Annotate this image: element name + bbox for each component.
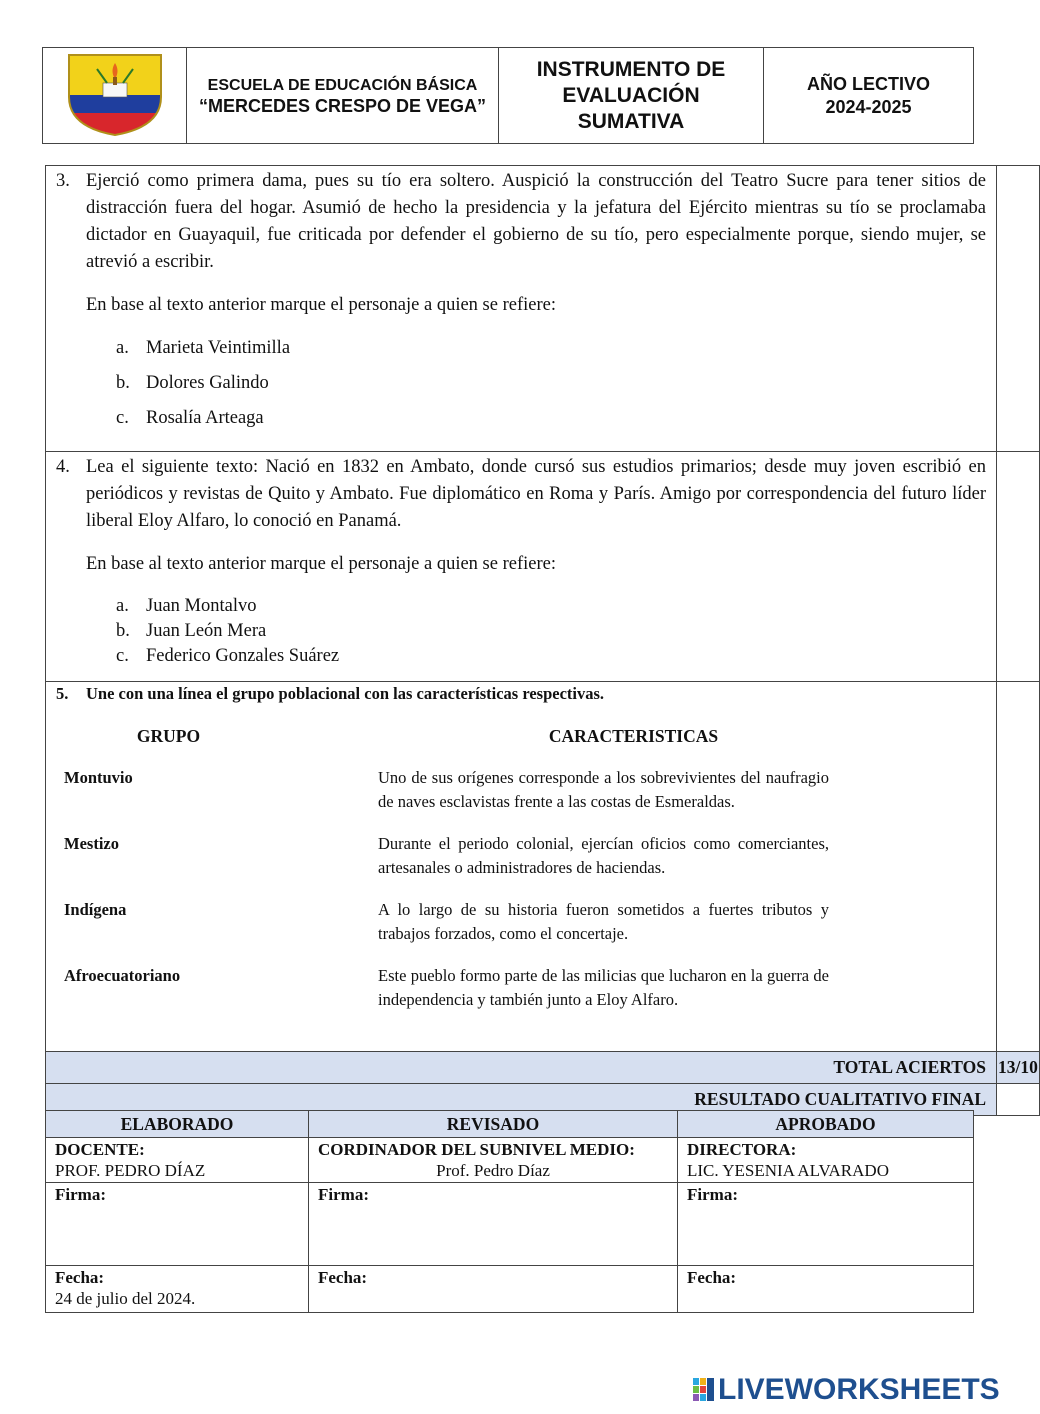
question-number: 4. (56, 457, 70, 477)
answer-option[interactable] (116, 619, 986, 644)
logo-cell (43, 48, 187, 144)
group-name[interactable]: Afroecuatoriano (64, 966, 181, 985)
question-5-content (46, 682, 997, 1052)
option-letter: a. (116, 338, 129, 358)
match-row (56, 832, 986, 880)
group-characteristic[interactable]: Durante el periodo colonial, ejercían oficios como comerciantes, artesanales o administradores de haciendas. (378, 834, 829, 877)
option-text: Federico Gonzales Suárez (146, 646, 340, 666)
group-characteristic[interactable]: Este pueblo formo parte de las milicias que lucharon en la guerra de independencia y también junto a Eloy Alfaro. (378, 966, 829, 1009)
group-characteristic[interactable]: A lo largo de su historia fueron sometidos a fuertes tributos y trabajos forzados, como el concertaje. (378, 900, 829, 943)
school-year-cell (764, 48, 974, 144)
instrument-title-line1: INSTRUMENTO DE (536, 57, 726, 81)
fecha-coordinator[interactable]: Fecha: (309, 1266, 678, 1313)
question-4-row (46, 452, 1040, 682)
question-3-score-cell (997, 166, 1040, 452)
coordinator-name: Prof. Pedro Díaz (436, 1161, 550, 1180)
option-letter: b. (116, 621, 130, 641)
group-characteristic[interactable]: Uno de sus orígenes corresponde a los sobrevivientes del naufragio de naves esclavistas frente a las costas de Esmeraldas. (378, 768, 829, 811)
option-letter: c. (116, 646, 129, 666)
director-role: DIRECTORA: (687, 1140, 797, 1159)
question-number: 5. (56, 684, 69, 703)
header-table (42, 47, 974, 144)
match-row (56, 898, 986, 946)
question-text: Lea el siguiente texto: Nació en 1832 en Ambato, donde cursó sus estudios primarios; desde muy joven escribió en periódicos y revistas de Quito y Ambato. Fue diplomático en Roma y París. Amigo por correspondencia del futuro líder liberal Eloy Alfaro, lo conoció en Panamá. (86, 457, 986, 531)
signatures-table (45, 1110, 974, 1313)
question-3-content (46, 166, 997, 452)
firma-docente[interactable]: Firma: (46, 1183, 309, 1266)
school-name-line2: “MERCEDES CRESPO DE VEGA” (198, 95, 487, 116)
option-text: Juan León Mera (146, 621, 267, 641)
option-text: Rosalía Arteaga (146, 408, 264, 428)
question-number: 3. (56, 171, 70, 191)
instrument-title-line2: EVALUACIÓN (562, 83, 700, 107)
question-5-row (46, 682, 1040, 1052)
answer-option[interactable] (116, 335, 986, 362)
school-name-cell (187, 48, 499, 144)
coordinator-role: CORDINADOR DEL SUBNIVEL MEDIO: (318, 1140, 635, 1159)
question-text: Ejerció como primera dama, pues su tío era soltero. Auspició la construcción del Teatro Sucre para tener sitios de distracción fuera del hogar. Asumió de hecho la presidencia y la jefatura del Ejército mientras su tío se proclamaba dictador en Guayaquil, fue criticada por defender el gobierno de su tío, pero especialmente porque, siendo mujer, se atrevió a escribir. (86, 171, 986, 272)
school-year-label: AÑO LECTIVO (806, 73, 930, 94)
question-4-content (46, 452, 997, 682)
question-4-score-cell (997, 452, 1040, 682)
question-5-score-cell (997, 682, 1040, 1052)
coordinator-cell (309, 1138, 678, 1183)
liveworksheets-brand (693, 1374, 1000, 1406)
question-title: Une con una línea el grupo poblacional con las características respectivas. (86, 684, 605, 703)
option-text: Juan Montalvo (146, 596, 257, 616)
result-value-cell (997, 1084, 1040, 1116)
group-name[interactable]: Montuvio (64, 768, 133, 787)
match-row (56, 766, 986, 814)
docente-name: PROF. PEDRO DÍAZ (55, 1161, 206, 1180)
firma-coordinator[interactable]: Firma: (309, 1183, 678, 1266)
question-prompt: En base al texto anterior marque el personaje a quien se refiere: (86, 554, 556, 574)
liveworksheets-logo-icon (693, 1378, 715, 1402)
option-letter: a. (116, 596, 129, 616)
fecha-label: Fecha: (55, 1268, 105, 1287)
option-text: Dolores Galindo (146, 373, 269, 393)
questions-table (45, 165, 1040, 1116)
docente-cell (46, 1138, 309, 1183)
question-3-row (46, 166, 1040, 452)
aprobado-header: APROBADO (678, 1111, 974, 1138)
option-text: Marieta Veintimilla (146, 338, 291, 358)
elaborado-header: ELABORADO (46, 1111, 309, 1138)
group-name[interactable]: Indígena (64, 900, 127, 919)
revisado-header: REVISADO (309, 1111, 678, 1138)
instrument-title-cell (499, 48, 764, 144)
group-name[interactable]: Mestizo (64, 834, 119, 853)
school-year-value: 2024-2025 (825, 96, 912, 117)
fecha-docente-cell (46, 1266, 309, 1313)
school-shield-logo (63, 49, 167, 137)
liveworksheets-wordmark: LIVEWORKSHEETS (718, 1373, 1000, 1406)
answer-option[interactable] (116, 594, 986, 619)
match-row (56, 964, 986, 1012)
total-value: 13/10 (997, 1052, 1040, 1084)
answer-option[interactable] (116, 405, 986, 432)
option-letter: c. (116, 408, 129, 428)
answer-option[interactable] (116, 370, 986, 397)
total-row (46, 1052, 1040, 1084)
question-prompt: En base al texto anterior marque el personaje a quien se refiere: (86, 295, 556, 315)
result-label: RESULTADO CUALITATIVO FINAL (46, 1084, 997, 1116)
column-header-characteristics: CARACTERISTICAS (548, 726, 719, 746)
total-label: TOTAL ACIERTOS (46, 1052, 997, 1084)
fecha-docente-value: 24 de julio del 2024. (55, 1289, 196, 1308)
school-name-line1: ESCUELA DE EDUCACIÓN BÁSICA (207, 76, 478, 94)
answer-option[interactable] (116, 644, 986, 669)
fecha-director[interactable]: Fecha: (678, 1266, 974, 1313)
option-letter: b. (116, 373, 130, 393)
director-name: LIC. YESENIA ALVARADO (687, 1161, 889, 1180)
instrument-title-line3: SUMATIVA (577, 109, 685, 133)
director-cell (678, 1138, 974, 1183)
column-header-group: GRUPO (136, 726, 201, 746)
docente-role: DOCENTE: (55, 1140, 145, 1159)
firma-director[interactable]: Firma: (678, 1183, 974, 1266)
